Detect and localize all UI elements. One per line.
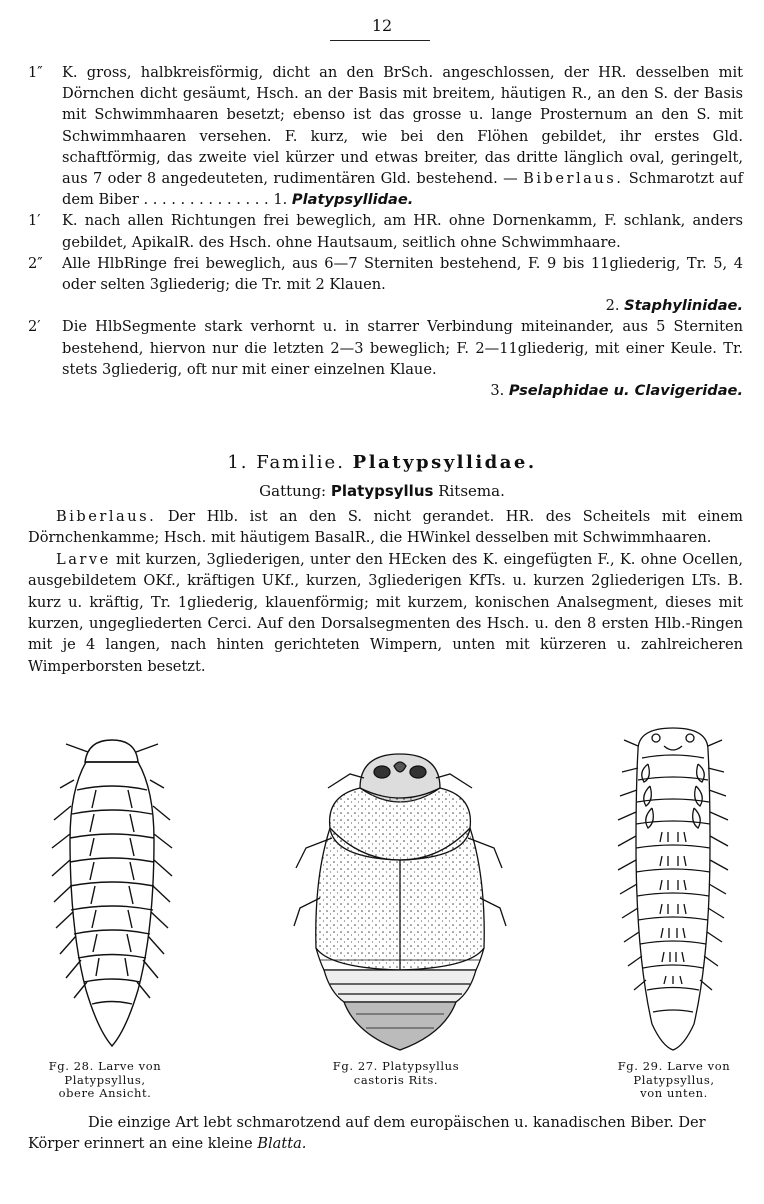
key-number: 2′ bbox=[28, 318, 41, 336]
closing-paragraph bbox=[28, 1112, 743, 1154]
description-paragraph bbox=[28, 506, 743, 549]
figure-27-caption bbox=[296, 1060, 496, 1087]
key-text: K. nach allen Richtungen frei beweglich, am HR. ohne Dornenkamm, F. schlank, anders gebildet, ApikalR. des Hsch. ohne Hautsaum, seitlich ohne Schwimmhaare. bbox=[62, 212, 743, 251]
key-text: Alle HlbRinge frei beweglich, aus 6—7 Sterniten bestehend, F. 9 bis 11gliederig, Tr. 5, 4 oder selten 3gliederig; die Tr. mit 2 Klauen. bbox=[62, 254, 743, 294]
larva-label: Larve bbox=[56, 550, 111, 568]
key-result bbox=[62, 295, 743, 316]
genus-heading bbox=[0, 482, 764, 500]
figure-27-beetle bbox=[290, 748, 510, 1056]
common-name: Biberlaus. bbox=[523, 170, 624, 188]
key-entry-2a bbox=[28, 253, 743, 317]
key-text: K. gross, halbkreisförmig, dicht an den BrSch. angeschlossen, der HR. desselben mit Dörnchen dicht gesäumt, Hsch. an der Basis mit breitem, häutigen R., an den S. der Basis mit Schwimmhaaren besetzt; ebenso ist das grosse u. lange Prosternum an den S. mit Schwimmhaaren versehen. F. kurz, wie bei den Flöhen gebildet, ihr erstes Gld. schaftförmig, das zweite viel kürzer und etwas breiter, das dritte länglich oval, geringelt, aus 7 oder 8 angedeuteten, rudimentären Gld. bestehend. — bbox=[62, 64, 743, 188]
key-result-number: 1. bbox=[273, 191, 288, 209]
beetle-drawing bbox=[290, 748, 510, 1056]
key-number: 1″ bbox=[28, 64, 43, 81]
family-label: 1. Familie. bbox=[227, 452, 345, 473]
figure-29-caption bbox=[594, 1060, 754, 1101]
family-heading bbox=[0, 452, 764, 473]
page-number: 12 bbox=[371, 16, 393, 35]
figure-28-caption bbox=[30, 1060, 180, 1101]
key-result-taxon: Staphylinidae. bbox=[624, 297, 743, 315]
common-name: Biberlaus. bbox=[56, 508, 157, 525]
figure-28-larva-dorsal bbox=[30, 730, 180, 1052]
caption-line: Fg. 28. Larve von bbox=[48, 1059, 162, 1073]
key-result-number: 2. bbox=[605, 297, 620, 315]
identification-key bbox=[28, 62, 743, 401]
closing-sentence: Die einzige Art lebt schmarotzend auf dem europäischen u. kanadischen Biber. Der Körper erinnert an eine kleine bbox=[28, 1114, 706, 1152]
paragraph-text: mit kurzen, 3gliederigen, unter den HEcken des K. eingefügten F., K. ohne Ocellen, ausgebildetem OKf., kräftigen UKf., kurzen, 3gliederigen KfTs. u. kurzen 2gliederigen LTs. B. kurz u. kräftig, Tr. 1gliederig, klauenförmig; mit kurzem, konischen Analsegment, dieses mit kurzen, ungegliederten Cerci. Auf den Dorsalsegmenten des Hsch. u. den 8 ersten Hlb.-Ringen mit je 4 langen, nach hinten gerichteten Wimpern, unten mit kürzeren u. zahlreicheren Wimperborsten besetzt. bbox=[28, 550, 743, 675]
key-result-number: 3. bbox=[490, 382, 505, 400]
larva-dorsal-drawing bbox=[30, 730, 180, 1052]
caption-line: Fg. 29. Larve von bbox=[617, 1059, 731, 1073]
caption-line: von unten. bbox=[640, 1086, 708, 1100]
key-entry-2b bbox=[28, 316, 743, 401]
key-text-continued: Schmarotzt auf dem Biber . . . . . . . . . . . . . . bbox=[62, 170, 743, 209]
genus-author: Ritsema. bbox=[438, 482, 505, 500]
key-number: 1′ bbox=[28, 212, 41, 230]
closing-genus-italic: Blatta. bbox=[257, 1135, 307, 1152]
key-entry-1a bbox=[28, 62, 743, 210]
figure-29-larva-ventral bbox=[598, 724, 748, 1054]
genus-label: Gattung: bbox=[259, 482, 327, 500]
key-result bbox=[62, 380, 743, 401]
caption-line: castoris Rits. bbox=[353, 1072, 439, 1087]
caption-line: Fg. 27. Platypsyllus bbox=[332, 1059, 460, 1073]
larva-ventral-drawing bbox=[598, 724, 748, 1054]
family-name: Platypsyllidae. bbox=[352, 452, 537, 473]
caption-line: Platypsyllus, bbox=[633, 1072, 715, 1087]
key-entry-1b bbox=[28, 210, 743, 252]
larva-paragraph bbox=[28, 549, 743, 677]
caption-line: obere Ansicht. bbox=[58, 1086, 152, 1100]
closing-text bbox=[28, 1112, 743, 1154]
genus-description bbox=[28, 506, 743, 677]
caption-line: Platypsyllus, bbox=[64, 1072, 146, 1087]
key-number: 2″ bbox=[28, 254, 43, 272]
genus-name: Platypsyllus bbox=[330, 482, 434, 500]
key-result-taxon: Platypsyllidae. bbox=[291, 191, 414, 209]
paragraph-text: Der Hlb. ist an den S. nicht gerandet. HR. des Scheitels mit einem Dörnchenkamme; Hsch. mit häutigem BasalR., die HWinkel desselben mit Schwimmhaaren. bbox=[28, 508, 743, 547]
key-text: Die HlbSegmente stark verhornt u. in starrer Verbindung miteinander, aus 5 Sterniten bestehend, hiervon nur die letzten 2—3 beweglich; F. 2—11gliederig, mit einer Keule. Tr. stets 3gliederig, oft nur mit einer einzelnen Klaue. bbox=[62, 318, 743, 378]
page-number-rule bbox=[330, 40, 430, 41]
key-result-taxon: Pselaphidae u. Clavigeridae. bbox=[508, 382, 743, 400]
